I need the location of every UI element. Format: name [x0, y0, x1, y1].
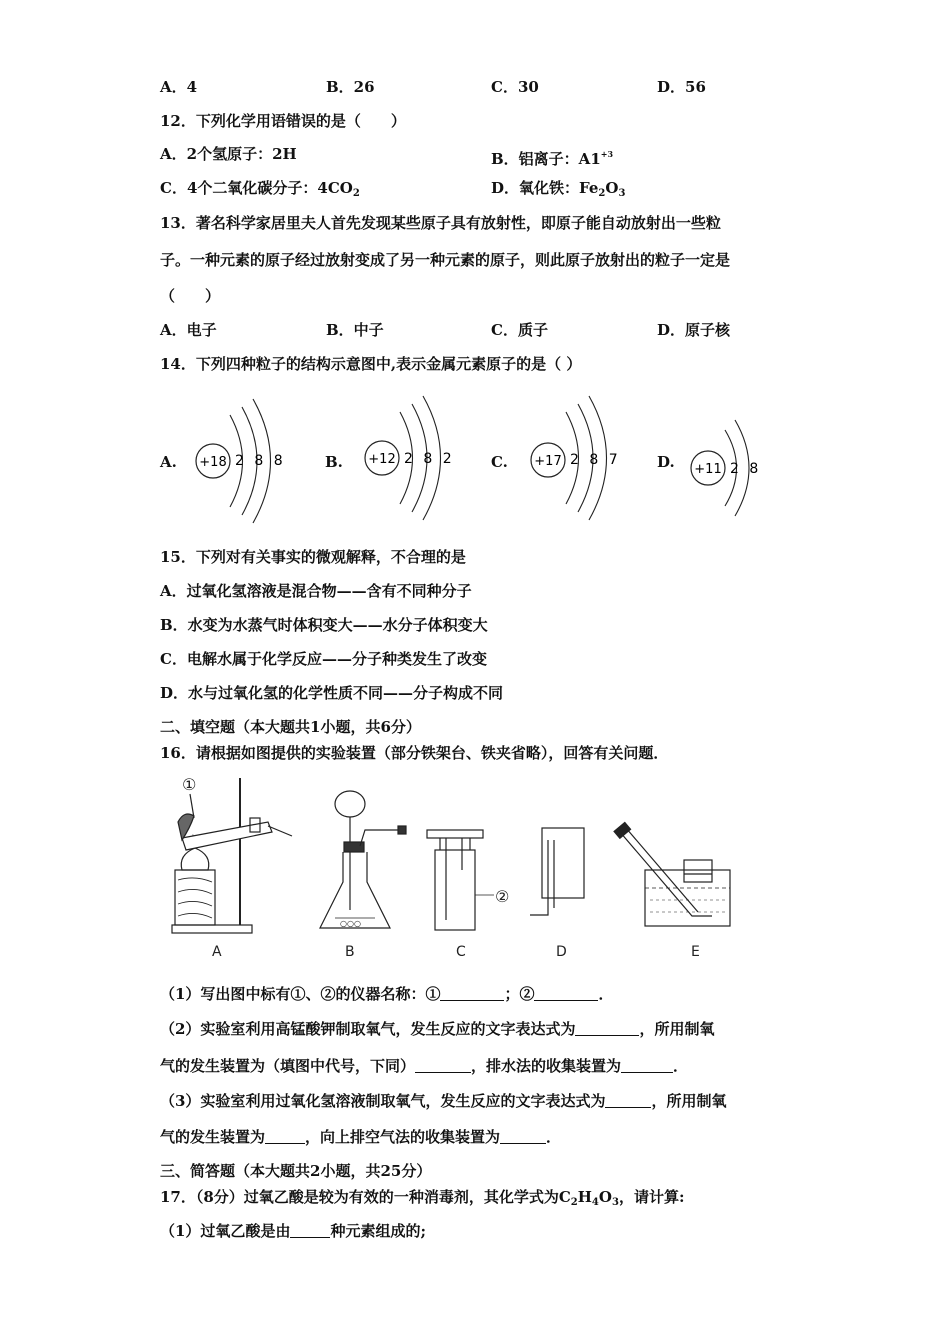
atom-diagram-c — [526, 392, 626, 522]
atom-diagram-d — [688, 412, 768, 522]
nucleus-charge: +11 — [694, 462, 722, 477]
question-16-part2-line2: 气的发生装置为（填图中代号，下同） ，排水法的收集装置为 ． — [160, 1057, 689, 1075]
answer-blank[interactable] — [500, 1129, 546, 1144]
question-16-part1: （1）写出图中标有①、②的仪器名称：① ；② ． — [160, 985, 614, 1003]
electron-shells: 2 8 — [730, 461, 762, 477]
apparatus-a — [172, 778, 292, 933]
svg-text:○○○: ○○○ — [340, 919, 361, 928]
atom-diagram-b — [360, 392, 460, 522]
option-c: C．30 — [491, 78, 539, 96]
question-13-line2: 子。一种元素的原子经过放射变成了另一种元素的原子，则此原子放射出的粒子一定是 — [160, 251, 731, 269]
answer-blank[interactable] — [415, 1058, 471, 1073]
answer-blank[interactable] — [575, 1021, 639, 1036]
apparatus-label-b: B — [345, 944, 355, 960]
option-d: D．56 — [657, 78, 706, 96]
marker-2: ② — [495, 887, 510, 906]
question-13-line1: 13．著名科学家居里夫人首先发现某些原子具有放射性，即原子能自动放射出一些粒 — [160, 214, 721, 232]
apparatus-label-e: E — [691, 944, 700, 960]
option-a-label: A. — [160, 453, 177, 471]
nucleus-charge: +18 — [199, 455, 227, 470]
question-12-stem: 12．下列化学用语错误的是（ ） — [160, 112, 406, 130]
option-d-label: D. — [657, 453, 675, 471]
option-a: A．2个氢原子：2H — [160, 145, 297, 163]
answer-blank[interactable] — [621, 1058, 673, 1073]
question-13-line3: （ ） — [160, 287, 221, 305]
option-d: D．原子核 — [657, 321, 731, 339]
question-16-part3-line2: 气的发生装置为 ，向上排空气法的收集装置为 ． — [160, 1128, 562, 1146]
question-17-stem: 17．（8分）过氧乙酸是较为有效的一种消毒剂，其化学式为$C_2H_4O_3$，请计算: — [160, 1188, 685, 1208]
option-c: C．电解水属于化学反应——分子种类发生了改变 — [160, 650, 487, 668]
apparatus-e — [614, 822, 730, 926]
option-d: D．氧化铁：$Fe_2O_3$ — [491, 179, 626, 199]
apparatus-label-c: C — [456, 944, 466, 960]
nucleus-charge: +12 — [368, 452, 396, 467]
question-16-part3-line1: （3）实验室利用过氧化氢溶液制取氧气，发生反应的文字表达式为 ，所用制氧 — [160, 1092, 727, 1110]
nucleus-charge: +17 — [534, 454, 562, 469]
option-d: D．水与过氧化氢的化学性质不同——分子构成不同 — [160, 684, 504, 702]
answer-blank[interactable] — [265, 1129, 305, 1144]
apparatus-b — [320, 791, 406, 928]
option-b: B．中子 — [326, 321, 384, 339]
answer-blank[interactable] — [290, 1223, 330, 1238]
section-heading: 三、简答题（本大题共2小题，共25分） — [160, 1162, 432, 1180]
option-a: A．4 — [160, 78, 198, 96]
option-b-label: B. — [325, 453, 343, 471]
answer-blank[interactable] — [440, 986, 504, 1001]
option-c: C．4个二氧化碳分子：$4CO_2$ — [160, 179, 360, 199]
question-16-part2-line1: （2）实验室利用高锰酸钾制取氧气，发生反应的文字表达式为 ，所用制氧 — [160, 1020, 715, 1038]
option-b: B．26 — [326, 78, 375, 96]
electron-shells: 2 8 2 — [404, 451, 455, 467]
option-c-label: C. — [491, 453, 508, 471]
option-b: B．水变为水蒸气时体积变大——水分子体积变大 — [160, 616, 488, 634]
apparatus-c — [427, 830, 509, 930]
question-16-stem: 16．请根据如图提供的实验装置（部分铁架台、铁夹省略），回答有关问题． — [160, 744, 669, 762]
option-a: A．电子 — [160, 321, 217, 339]
answer-blank[interactable] — [605, 1093, 651, 1108]
answer-blank[interactable] — [534, 986, 598, 1001]
electron-shells: 2 8 7 — [570, 452, 621, 468]
marker-1: ① — [182, 775, 197, 794]
option-b: B．铝离子：$A1^{+3}$ — [491, 149, 614, 168]
electron-shells: 2 8 8 — [235, 453, 286, 469]
atom-diagram-a — [190, 395, 290, 525]
apparatus-d — [530, 828, 584, 915]
apparatus-label-a: A — [212, 944, 222, 960]
option-a: A．过氧化氢溶液是混合物——含有不同种分子 — [160, 582, 472, 600]
question-15-stem: 15．下列对有关事实的微观解释，不合理的是 — [160, 548, 466, 566]
section-heading: 二、填空题（本大题共1小题，共6分） — [160, 718, 421, 736]
apparatus-figure — [160, 770, 760, 965]
question-17-part1: （1）过氧乙酸是由 种元素组成的; — [160, 1222, 426, 1240]
apparatus-label-d: D — [556, 944, 567, 960]
question-14-stem: 14．下列四种粒子的结构示意图中,表示金属元素原子的是（ ） — [160, 355, 582, 373]
option-c: C．质子 — [491, 321, 548, 339]
